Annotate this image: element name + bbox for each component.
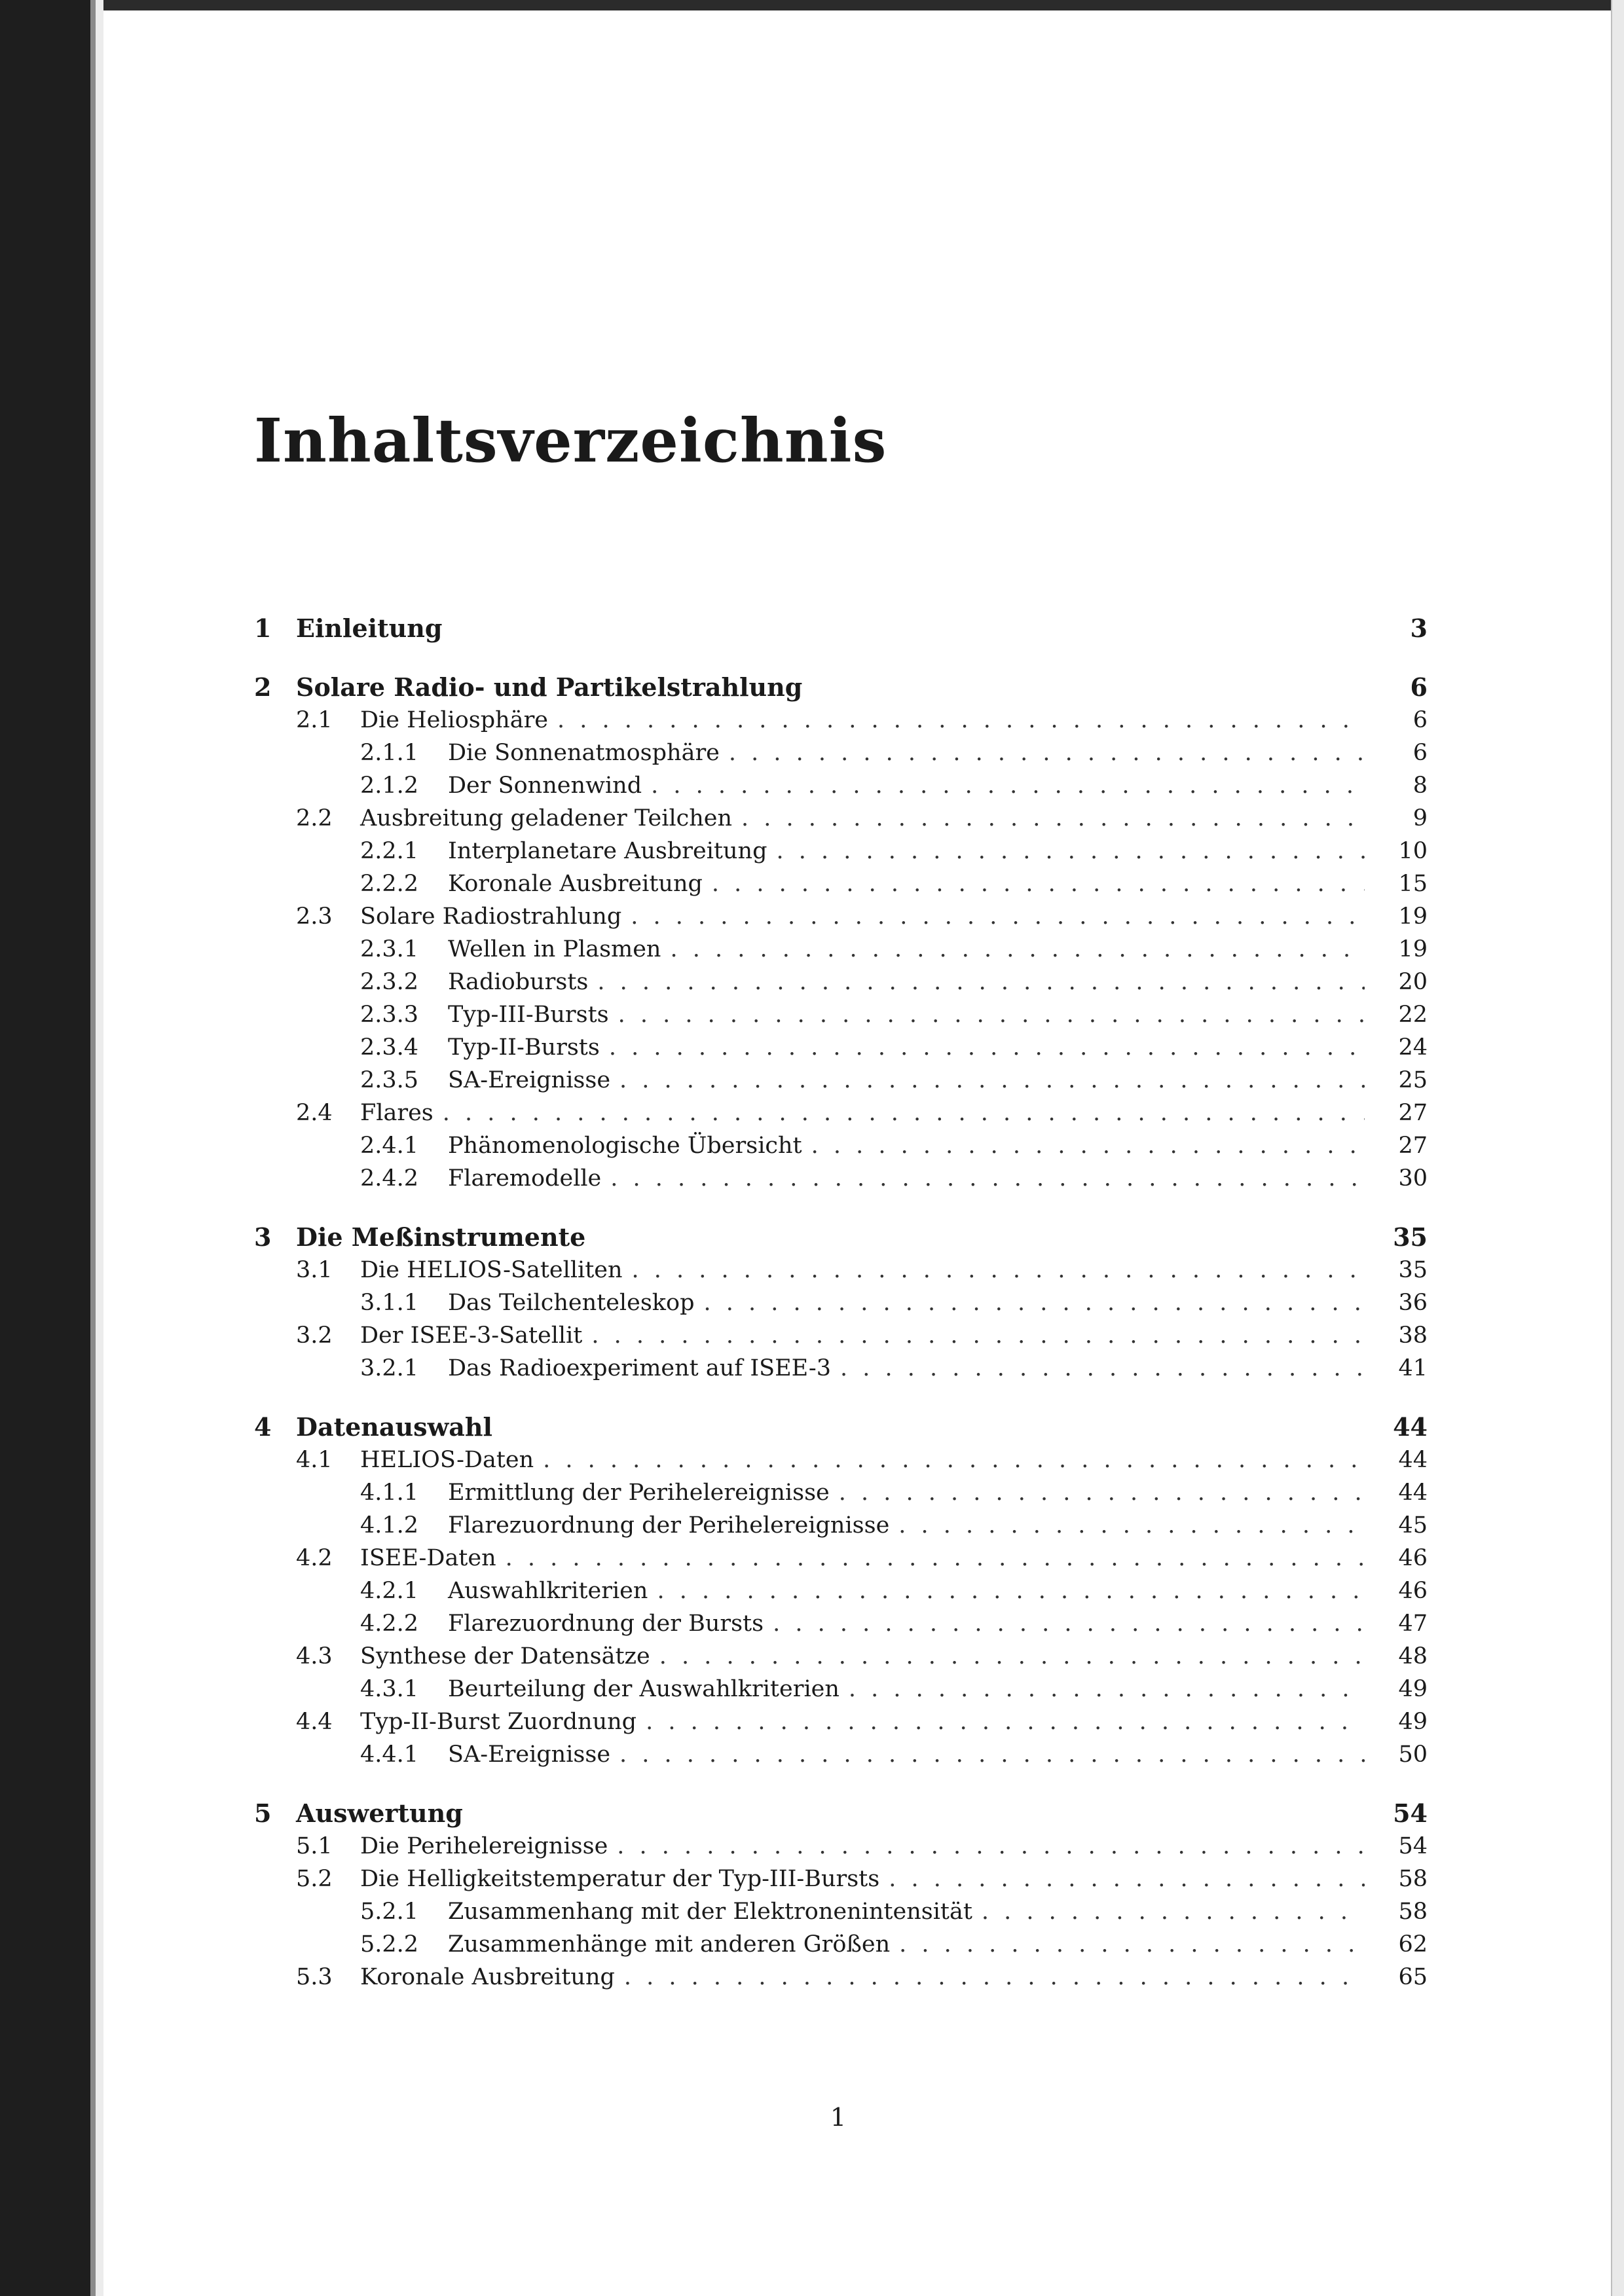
- toc-entry-page: 45: [1398, 1512, 1428, 1539]
- toc-entry-title: Flarezuordnung der Bursts: [448, 1611, 764, 1637]
- dot-leader: [703, 1286, 1365, 1319]
- toc-entry-number: 4: [254, 1412, 272, 1442]
- toc-entry-page: 19: [1398, 936, 1428, 962]
- toc-entry-1[interactable]: [254, 612, 1428, 645]
- toc-entry-3-1[interactable]: [254, 1254, 1428, 1286]
- toc-entry-page: 27: [1398, 1133, 1428, 1159]
- dot-leader: [651, 769, 1365, 802]
- toc-entry-2-1-2[interactable]: [254, 769, 1428, 802]
- toc-entry-number: 5.1: [296, 1833, 333, 1859]
- toc-entry-number: 2.3.5: [360, 1067, 419, 1093]
- toc-entry-title: Ermittlung der Perihelereignisse: [448, 1480, 830, 1506]
- toc-entry-2-3[interactable]: [254, 900, 1428, 933]
- toc-entry-number: 2.3.4: [360, 1034, 419, 1061]
- toc-entry-title: HELIOS-Daten: [360, 1447, 534, 1473]
- page-title: Inhaltsverzeichnis: [254, 405, 887, 476]
- dot-leader: [811, 1129, 1365, 1162]
- toc-entry-page: 25: [1398, 1067, 1428, 1093]
- dot-leader: [898, 1509, 1365, 1542]
- dot-leader: [619, 1064, 1365, 1097]
- toc-entry-number: 2.3.3: [360, 1002, 419, 1028]
- toc-entry-number: 5.2: [296, 1866, 333, 1892]
- dot-leader: [889, 1863, 1365, 1895]
- toc-entry-number: 5.2.2: [360, 1931, 419, 1958]
- dot-leader: [591, 1319, 1365, 1352]
- toc-entry-page: 54: [1393, 1798, 1428, 1828]
- dot-leader: [773, 1607, 1365, 1640]
- toc-entry-title: Die Sonnenatmosphäre: [448, 740, 720, 766]
- toc-entry-title: Die Helligkeitstemperatur der Typ-III-Bursts: [360, 1866, 880, 1892]
- toc-entry-page: 9: [1412, 805, 1428, 831]
- toc-entry-2-1-1[interactable]: [254, 737, 1428, 769]
- toc-entry-4-1-1[interactable]: [254, 1476, 1428, 1509]
- toc-entry-number: 2.4.1: [360, 1133, 419, 1159]
- toc-entry-title: Der Sonnenwind: [448, 773, 642, 799]
- dot-leader: [659, 1640, 1365, 1673]
- toc-entry-number: 3: [254, 1222, 272, 1252]
- toc-entry-page: 20: [1398, 969, 1428, 995]
- toc-entry-number: 4.1: [296, 1447, 333, 1473]
- toc-entry-page: 58: [1398, 1866, 1428, 1892]
- toc-entry-5-2[interactable]: [254, 1863, 1428, 1895]
- dot-leader: [597, 966, 1365, 998]
- toc-entry-5-3[interactable]: [254, 1961, 1428, 1994]
- toc-entry-3-1-1[interactable]: [254, 1286, 1428, 1319]
- dot-leader: [839, 1476, 1365, 1509]
- dot-leader: [506, 1542, 1365, 1575]
- toc-entry-number: 2.2.2: [360, 871, 419, 897]
- toc-entry-number: 3.2.1: [360, 1355, 419, 1381]
- toc-entry-title: Solare Radio- und Partikelstrahlung: [296, 672, 803, 702]
- toc-entry-page: 8: [1412, 773, 1428, 799]
- toc-entry-title: Solare Radiostrahlung: [360, 903, 622, 930]
- toc-entry-title: Die Meßinstrumente: [296, 1222, 586, 1252]
- toc-entry-number: 2.4: [296, 1100, 333, 1126]
- toc-entry-page: 36: [1398, 1290, 1428, 1316]
- toc-entry-number: 4.3.1: [360, 1676, 419, 1702]
- toc-entry-title: Beurteilung der Auswahlkriterien: [448, 1676, 840, 1702]
- toc-entry-5[interactable]: [254, 1797, 1428, 1830]
- toc-entry-page: 47: [1398, 1611, 1428, 1637]
- toc-entry-page: 35: [1393, 1222, 1428, 1252]
- scan-border-right: [1611, 0, 1624, 2296]
- toc-entry-title: SA-Ereignisse: [448, 1741, 611, 1768]
- toc-entry-title: Auswertung: [296, 1798, 463, 1828]
- toc-entry-number: 4.2.2: [360, 1611, 419, 1637]
- toc-entry-2-3-3[interactable]: [254, 998, 1428, 1031]
- toc-entry-number: 2.3: [296, 903, 333, 930]
- toc-entry-title: Interplanetare Ausbreitung: [448, 838, 767, 864]
- toc-entry-title: Einleitung: [296, 613, 443, 643]
- scan-border-left-edge: [90, 0, 96, 2296]
- toc-entry-page: 10: [1398, 838, 1428, 864]
- toc-entry-title: Flaremodelle: [448, 1165, 602, 1192]
- toc-entry-2-3-5[interactable]: [254, 1064, 1428, 1097]
- dot-leader: [617, 1830, 1365, 1863]
- toc-entry-number: 5: [254, 1798, 272, 1828]
- toc-entry-4-2[interactable]: [254, 1542, 1428, 1575]
- dot-leader: [776, 835, 1365, 867]
- toc-entry-page: 6: [1410, 672, 1428, 702]
- toc-entry-title: ISEE-Daten: [360, 1545, 496, 1571]
- toc-entry-4-3[interactable]: [254, 1640, 1428, 1673]
- toc-entry-3-2[interactable]: [254, 1319, 1428, 1352]
- toc-entry-title: Radiobursts: [448, 969, 589, 995]
- table-of-contents: [254, 612, 1428, 1994]
- toc-entry-3-2-1[interactable]: [254, 1352, 1428, 1385]
- toc-entry-2-3-2[interactable]: [254, 966, 1428, 998]
- toc-entry-page: 24: [1398, 1034, 1428, 1061]
- toc-entry-page: 22: [1398, 1002, 1428, 1028]
- dot-leader: [557, 704, 1365, 737]
- toc-entry-page: 62: [1398, 1931, 1428, 1958]
- toc-entry-title: Phänomenologische Übersicht: [448, 1133, 802, 1159]
- toc-entry-page: 44: [1393, 1412, 1428, 1442]
- dot-leader: [619, 1738, 1365, 1771]
- toc-entry-2-2-2[interactable]: [254, 867, 1428, 900]
- toc-entry-number: 4.1.1: [360, 1480, 419, 1506]
- toc-entry-title: Flares: [360, 1100, 434, 1126]
- toc-entry-title: Zusammenhänge mit anderen Größen: [448, 1931, 891, 1958]
- toc-entry-number: 4.2.1: [360, 1578, 419, 1604]
- toc-entry-title: Typ-II-Burst Zuordnung: [360, 1709, 637, 1735]
- toc-entry-title: Ausbreitung geladener Teilchen: [360, 805, 733, 831]
- toc-entry-page: 27: [1398, 1100, 1428, 1126]
- dot-leader: [610, 1162, 1365, 1195]
- toc-entry-page: 19: [1398, 903, 1428, 930]
- toc-entry-page: 49: [1398, 1709, 1428, 1735]
- toc-entry-number: 2.2.1: [360, 838, 419, 864]
- dot-leader: [624, 1961, 1365, 1994]
- toc-entry-number: 3.2: [296, 1322, 333, 1349]
- toc-entry-page: 3: [1410, 613, 1428, 643]
- toc-entry-2-3-4[interactable]: [254, 1031, 1428, 1064]
- toc-entry-4-4[interactable]: [254, 1705, 1428, 1738]
- toc-entry-4-1-2[interactable]: [254, 1509, 1428, 1542]
- toc-entry-title: Zusammenhang mit der Elektronenintensität: [448, 1899, 972, 1925]
- toc-entry-title: Typ-III-Bursts: [448, 1002, 609, 1028]
- toc-entry-2-3-1[interactable]: [254, 933, 1428, 966]
- toc-entry-4-2-1[interactable]: [254, 1575, 1428, 1607]
- toc-entry-number: 4.3: [296, 1643, 333, 1669]
- scan-border-top: [0, 0, 1624, 10]
- dot-leader: [712, 867, 1365, 900]
- toc-entry-5-1[interactable]: [254, 1830, 1428, 1863]
- toc-entry-2[interactable]: [254, 671, 1428, 704]
- toc-entry-title: Typ-II-Bursts: [448, 1034, 600, 1061]
- toc-entry-4-2-2[interactable]: [254, 1607, 1428, 1640]
- toc-entry-5-2-2[interactable]: [254, 1928, 1428, 1961]
- toc-entry-page: 44: [1398, 1480, 1428, 1506]
- dot-leader: [840, 1352, 1365, 1385]
- toc-entry-title: Datenauswahl: [296, 1412, 492, 1442]
- toc-entry-number: 5.2.1: [360, 1899, 419, 1925]
- toc-entry-number: 2: [254, 672, 272, 702]
- toc-entry-4[interactable]: [254, 1411, 1428, 1444]
- toc-entry-page: 54: [1398, 1833, 1428, 1859]
- toc-entry-4-1[interactable]: [254, 1444, 1428, 1476]
- toc-entry-title: Der ISEE-3-Satellit: [360, 1322, 583, 1349]
- toc-entry-number: 2.2: [296, 805, 333, 831]
- toc-entry-title: Die Perihelereignisse: [360, 1833, 608, 1859]
- dot-leader: [982, 1895, 1365, 1928]
- toc-entry-page: 46: [1398, 1545, 1428, 1571]
- toc-entry-title: Synthese der Datensätze: [360, 1643, 650, 1669]
- toc-entry-number: 2.1.1: [360, 740, 419, 766]
- toc-entry-number: 2.3.1: [360, 936, 419, 962]
- dot-leader: [849, 1673, 1365, 1705]
- toc-entry-page: 41: [1398, 1355, 1428, 1381]
- toc-entry-title: Wellen in Plasmen: [448, 936, 661, 962]
- toc-entry-2-2[interactable]: [254, 802, 1428, 835]
- toc-entry-title: Flarezuordnung der Perihelereignisse: [448, 1512, 890, 1539]
- toc-entry-2-4-1[interactable]: [254, 1129, 1428, 1162]
- dot-leader: [443, 1097, 1365, 1129]
- dot-leader: [657, 1575, 1365, 1607]
- toc-entry-2-2-1[interactable]: [254, 835, 1428, 867]
- dot-leader: [632, 1254, 1365, 1286]
- toc-entry-title: Koronale Ausbreitung: [360, 1964, 615, 1990]
- toc-entry-title: Koronale Ausbreitung: [448, 871, 703, 897]
- toc-entry-page: 6: [1412, 740, 1428, 766]
- toc-entry-number: 2.1.2: [360, 773, 419, 799]
- toc-entry-number: 4.2: [296, 1545, 333, 1571]
- dot-leader: [618, 998, 1365, 1031]
- page-number: 1: [830, 2103, 847, 2132]
- toc-entry-page: 46: [1398, 1578, 1428, 1604]
- toc-entry-page: 35: [1398, 1257, 1428, 1283]
- toc-entry-number: 3.1: [296, 1257, 333, 1283]
- toc-entry-page: 50: [1398, 1741, 1428, 1768]
- dot-leader: [741, 802, 1365, 835]
- toc-entry-page: 48: [1398, 1643, 1428, 1669]
- toc-entry-2-4[interactable]: [254, 1097, 1428, 1129]
- dot-leader: [899, 1928, 1365, 1961]
- toc-entry-title: Die Heliosphäre: [360, 707, 549, 733]
- toc-entry-page: 49: [1398, 1676, 1428, 1702]
- toc-entry-page: 58: [1398, 1899, 1428, 1925]
- dot-leader: [631, 900, 1365, 933]
- toc-entry-page: 44: [1398, 1447, 1428, 1473]
- toc-entry-number: 1: [254, 613, 272, 643]
- toc-entry-number: 5.3: [296, 1964, 333, 1990]
- toc-entry-number: 4.1.2: [360, 1512, 419, 1539]
- dot-leader: [543, 1444, 1365, 1476]
- toc-entry-page: 65: [1398, 1964, 1428, 1990]
- toc-entry-title: Das Radioexperiment auf ISEE-3: [448, 1355, 831, 1381]
- toc-entry-title: Auswahlkriterien: [448, 1578, 648, 1604]
- toc-entry-4-4-1[interactable]: [254, 1738, 1428, 1771]
- dot-leader: [646, 1705, 1365, 1738]
- scan-border-left: [0, 0, 90, 2296]
- toc-entry-number: 4.4: [296, 1709, 333, 1735]
- toc-entry-title: SA-Ereignisse: [448, 1067, 611, 1093]
- dot-leader: [609, 1031, 1365, 1064]
- toc-entry-title: Die HELIOS-Satelliten: [360, 1257, 623, 1283]
- toc-entry-2-1[interactable]: [254, 704, 1428, 737]
- toc-entry-2-4-2[interactable]: [254, 1162, 1428, 1195]
- toc-entry-number: 4.4.1: [360, 1741, 419, 1768]
- toc-entry-page: 6: [1412, 707, 1428, 733]
- toc-entry-title: Das Teilchenteleskop: [448, 1290, 695, 1316]
- dot-leader: [729, 737, 1365, 769]
- toc-entry-number: 2.1: [296, 707, 333, 733]
- toc-entry-page: 15: [1398, 871, 1428, 897]
- toc-entry-page: 38: [1398, 1322, 1428, 1349]
- dot-leader: [670, 933, 1365, 966]
- toc-entry-3[interactable]: [254, 1221, 1428, 1254]
- toc-entry-number: 3.1.1: [360, 1290, 419, 1316]
- toc-entry-4-3-1[interactable]: [254, 1673, 1428, 1705]
- toc-entry-number: 2.4.2: [360, 1165, 419, 1192]
- scan-page-shadow: [96, 0, 103, 2296]
- toc-entry-page: 30: [1398, 1165, 1428, 1192]
- toc-entry-number: 2.3.2: [360, 969, 419, 995]
- toc-entry-5-2-1[interactable]: [254, 1895, 1428, 1928]
